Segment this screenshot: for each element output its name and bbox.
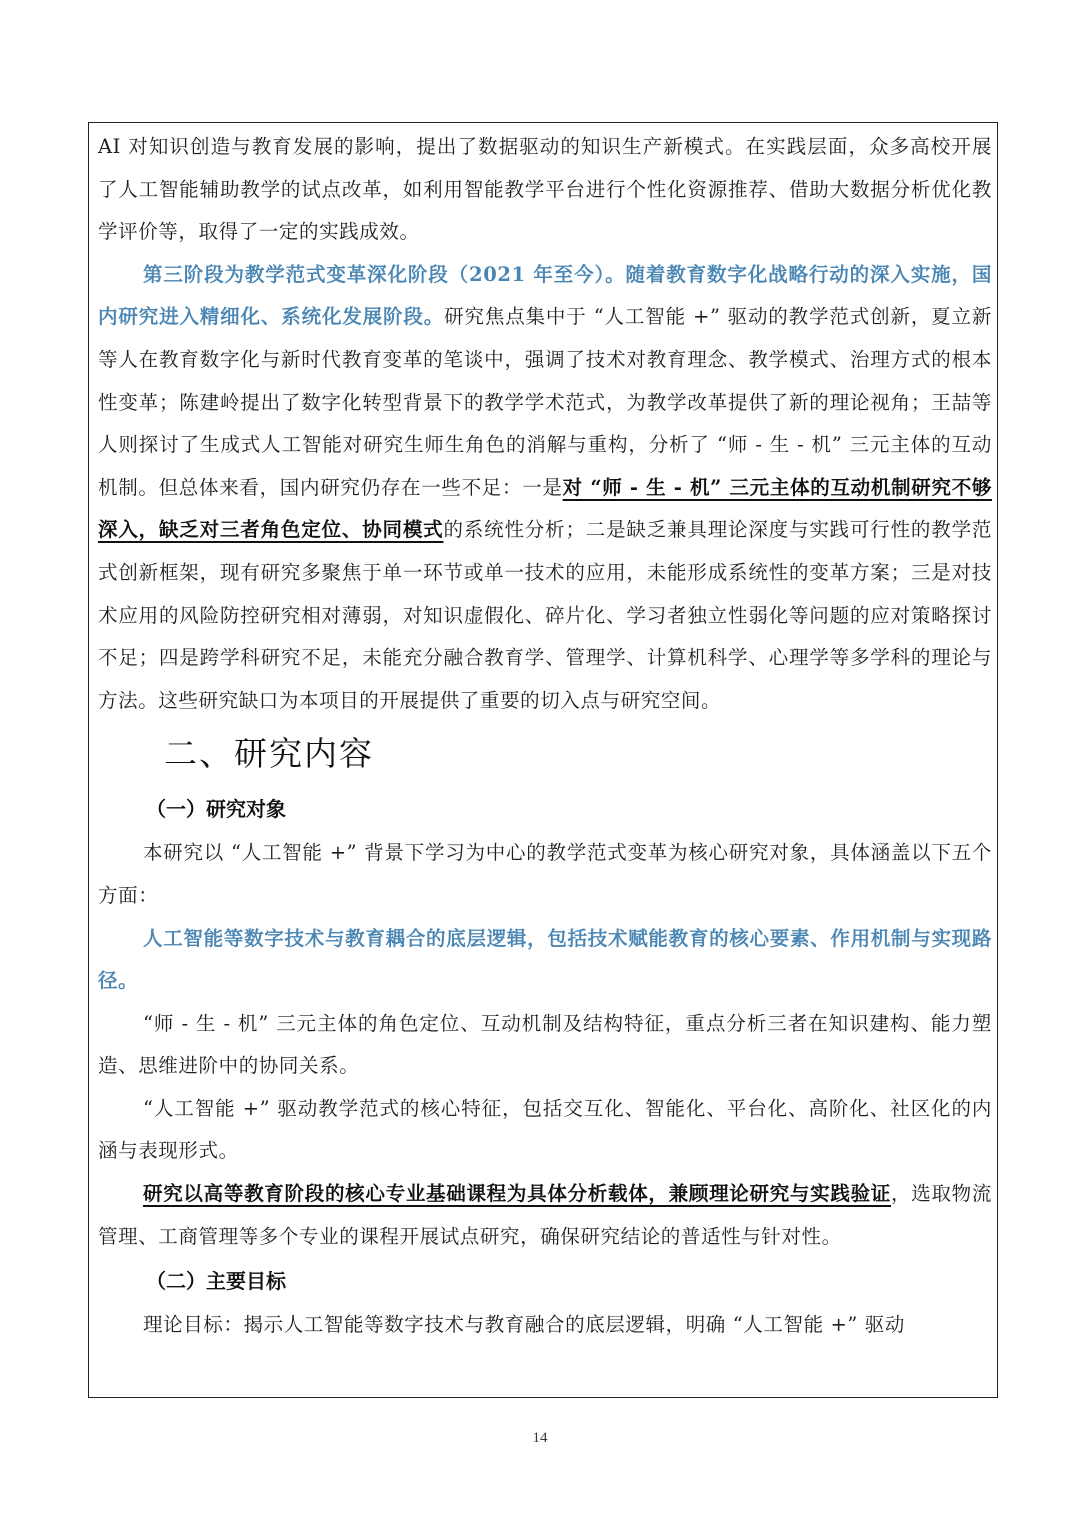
subheading-research-object: （一）研究对象 bbox=[146, 797, 286, 822]
paragraph-third-stage bbox=[98, 254, 992, 723]
paragraph-ai-influence: AI 对知识创造与教育发展的影响，提出了数据驱动的知识生产新模式。在实践层面，众多高校开展了人工智能辅助教学的试点改革，如利用智能教学平台进行个性化资源推荐、借助大数据分析优化教学评价等，取得了一定的实践成效。 bbox=[98, 135, 992, 244]
paragraph-course-carrier bbox=[98, 1173, 992, 1258]
paragraph-text: 的系统性分析；二是缺乏兼具理论深度与实践可行性的教学范式创新框架，现有研究多聚焦于单一环节或单一技术的应用，未能形成系统性的变革方案；三是对技术应用的风险防控研究相对薄弱，对知识虚假化、碎片化、学习者独立性弱化等问题的应对策略探讨不足；四是跨学科研究不足，未能充分融合教育学、管理学、计算机科学、心理学等多学科的理论与方法。这些研究缺口为本项目的开展提供了重要的切入点与研究空间。 bbox=[98, 518, 993, 712]
paragraph-text: 研究焦点集中于 “人工智能 +” 驱动的教学范式创新，夏立新等人在教育数字化与新时代教育变革的笔谈中，强调了技术对教育理念、教学模式、治理方式的根本性变革；陈建岭提出了数字化转型背景下的教学学术范式，为教学改革提供了新的理论视角；王喆等人则探讨了生成式人工智能对研究生师生角色的消解与重构，分析了 “师 - 生 - 机” 三元主体的互动机制。但总体来看，国内研究仍存在一些不足：一是 bbox=[98, 305, 993, 499]
stage-highlight: 第三阶段为教学范式变革深化阶段（2021 年至今）。随着教育数字化战略行动的深入实施，国内研究进入精细化、系统化发展阶段。 bbox=[98, 262, 992, 329]
paragraph-underlying-logic: 人工智能等数字技术与教育耦合的底层逻辑，包括技术赋能教育的核心要素、作用机制与实现路径。 bbox=[98, 926, 992, 993]
document-body bbox=[98, 126, 992, 1347]
underlined-emphasis: 研究以高等教育阶段的核心专业基础课程为具体分析载体，兼顾理论研究与实践验证 bbox=[143, 1182, 892, 1206]
paragraph-theory-goal: 理论目标：揭示人工智能等数字技术与教育融合的底层逻辑，明确 “人工智能 +” 驱动 bbox=[143, 1313, 905, 1337]
paragraph-research-object: 本研究以 “人工智能 +” 背景下学习为中心的教学范式变革为核心研究对象，具体涵盖以下五个方面： bbox=[98, 841, 992, 907]
paragraph-triad-roles: “师 - 生 - 机” 三元主体的角色定位、互动机制及结构特征，重点分析三者在知识建构、能力塑造、思维进阶中的协同关系。 bbox=[98, 1011, 992, 1078]
paragraph-text: ，选取物流管理、工商管理等多个专业的课程开展试点研究，确保研究结论的普适性与针对性。 bbox=[98, 1182, 992, 1248]
underlined-emphasis: 对 “师 - 生 - 机” 三元主体的互动机制研究不够深入，缺乏对三者角色定位、协同模式 bbox=[98, 475, 992, 542]
section-heading-research-content: 二、研究内容 bbox=[164, 734, 374, 774]
subheading-main-goals: （二）主要目标 bbox=[146, 1269, 286, 1294]
paragraph-paradigm-features: “人工智能 +” 驱动教学范式的核心特征，包括交互化、智能化、平台化、高阶化、社区化的内涵与表现形式。 bbox=[98, 1096, 992, 1163]
page-number: 14 bbox=[532, 1430, 548, 1446]
